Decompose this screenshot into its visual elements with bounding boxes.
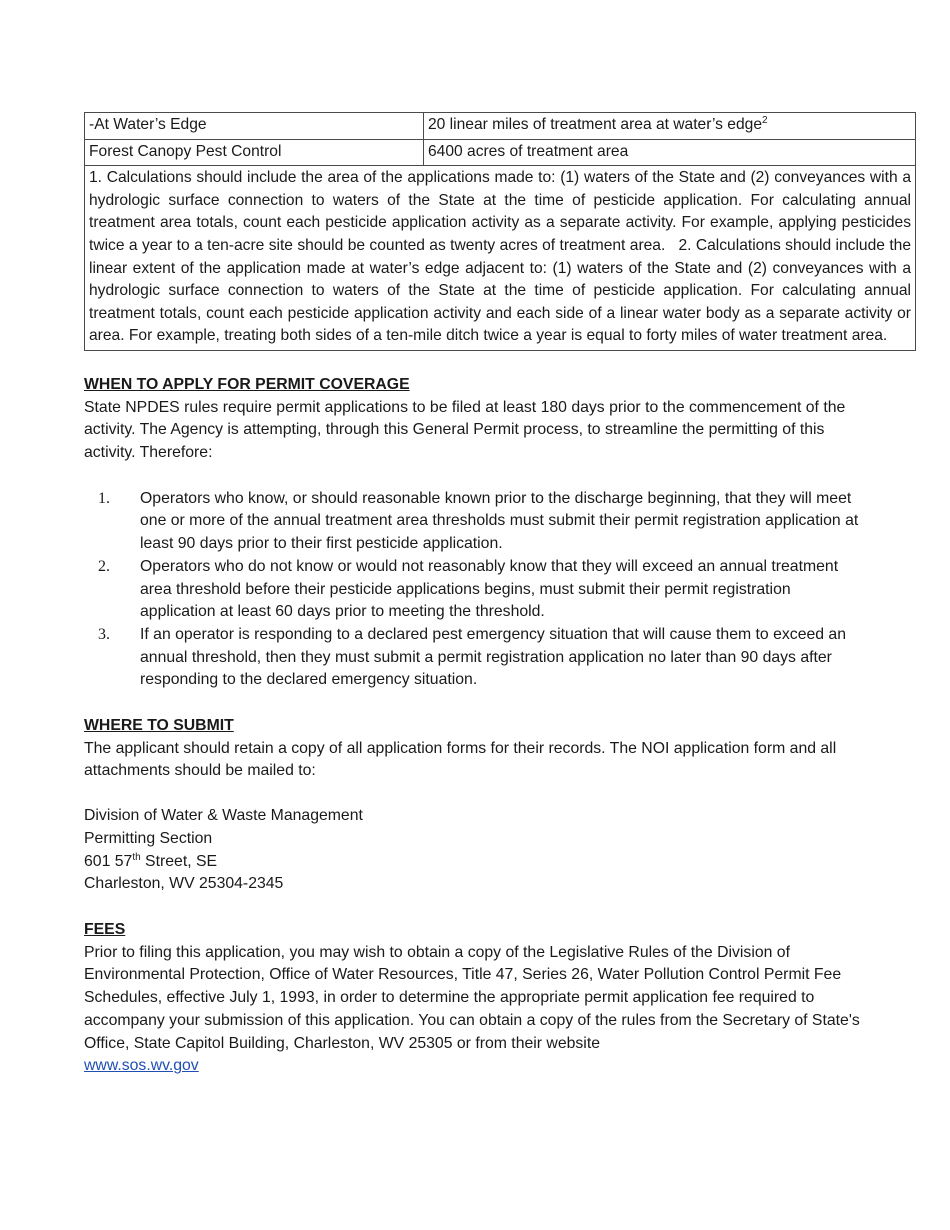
footnote-marker: 2	[762, 115, 768, 126]
treatment-threshold-table	[84, 112, 916, 351]
footnote-2: 2. Calculations should include the linear extent of the application made at water’s edge adjacent to: (1) waters of the State and (2) conveyances with a hydrologic surface connection to waters of the State at the time of pesticide application. For calculating annual treatment totals, count each pesticide application activity and each side of a linear water body as a separate activity or area. For example, treating both sides of a ten-mile ditch twice a year is equal to forty miles of water treatment area.	[89, 236, 911, 345]
table-row	[85, 139, 916, 166]
section-fees	[84, 919, 874, 1078]
list-number: 1.	[98, 489, 110, 507]
table-cell-value-text: 20 linear miles of treatment area at water’s edge	[428, 116, 763, 133]
application-timing-list	[84, 488, 874, 692]
section-when-to-apply	[84, 374, 874, 692]
footnote-1: 1. Calculations should include the area of the applications made to: (1) waters of the State and (2) conveyances with a hydrologic surface connection to waters of the State at the time of pesticide application. For calculating annual treatment area totals, count each pesticide application activity as a separate activity. For example, applying pesticides twice a year to a ten-acre site should be counted as twenty acres of treatment area.	[89, 169, 911, 254]
section-heading: WHERE TO SUBMIT	[84, 717, 234, 735]
list-item	[84, 624, 874, 692]
address-line: Permitting Section	[84, 829, 213, 847]
table-cell-value: 6400 acres of treatment area	[424, 139, 916, 166]
list-number: 2.	[98, 557, 110, 575]
section-intro: The applicant should retain a copy of all application forms for their records. The NOI application form and all attachments should be mailed to:	[84, 739, 837, 780]
section-heading: FEES	[84, 921, 126, 938]
address-line	[84, 851, 874, 874]
footnote-separator	[665, 237, 678, 254]
list-text: Operators who know, or should reasonable known prior to the discharge beginning, that they will meet one or more of the annual treatment area thresholds must submit their permit registration application at least 90 days prior to their first pesticide application.	[140, 489, 859, 553]
list-item	[84, 556, 874, 624]
address-line: Charleston, WV 25304-2345	[84, 875, 284, 893]
table-row	[85, 113, 916, 140]
list-text: Operators who do not know or would not reasonably know that they will exceed an annual treatment area threshold before their pesticide applications begins, must submit their permit registration application at least 60 days prior to meeting the threshold.	[140, 557, 839, 621]
table-footnotes	[85, 166, 916, 351]
address-line: Division of Water & Waste Management	[84, 807, 363, 825]
fees-text	[84, 942, 874, 1078]
sos-website-link[interactable]: www.sos.wv.gov	[84, 1057, 199, 1075]
table-notes-row	[85, 166, 916, 351]
fees-body: Prior to filing this application, you may wish to obtain a copy of the Legislative Rules of the Division of Environmental Protection, Office of Water Resources, Title 47, Series 26, Water Pollution Control Permit Fee Schedules, effective July 1, 1993, in order to determine the appropriate permit application fee required to accompany your submission of this application. You can obtain a copy of the rules from the Secretary of State's Office, State Capitol Building, Charleston, WV 25305 or from their website	[84, 943, 860, 1052]
list-item	[84, 488, 874, 556]
section-intro: State NPDES rules require permit applications to be filed at least 180 days prior to the commencement of the activity. The Agency is attempting, through this General Permit process, to streamline the permitting of this activity. Therefore:	[84, 398, 846, 462]
section-where-to-submit	[84, 715, 874, 896]
list-text: If an operator is responding to a declared pest emergency situation that will cause them to exceed an annual threshold, then they must submit a permit registration application no later than 90 days after responding to the declared emergency situation.	[140, 625, 847, 689]
table-cell-label: -At Water’s Edge	[85, 113, 424, 140]
ordinal-suffix: th	[132, 851, 141, 863]
table-cell-value	[424, 113, 916, 140]
section-heading: WHEN TO APPLY FOR PERMIT COVERAGE	[84, 375, 410, 393]
mailing-address	[84, 805, 874, 896]
document-page	[84, 112, 917, 1078]
table-cell-label: Forest Canopy Pest Control	[85, 139, 424, 166]
address-street-number: 601 57	[84, 852, 133, 870]
address-street-name: Street, SE	[140, 852, 218, 870]
list-number: 3.	[98, 625, 110, 643]
